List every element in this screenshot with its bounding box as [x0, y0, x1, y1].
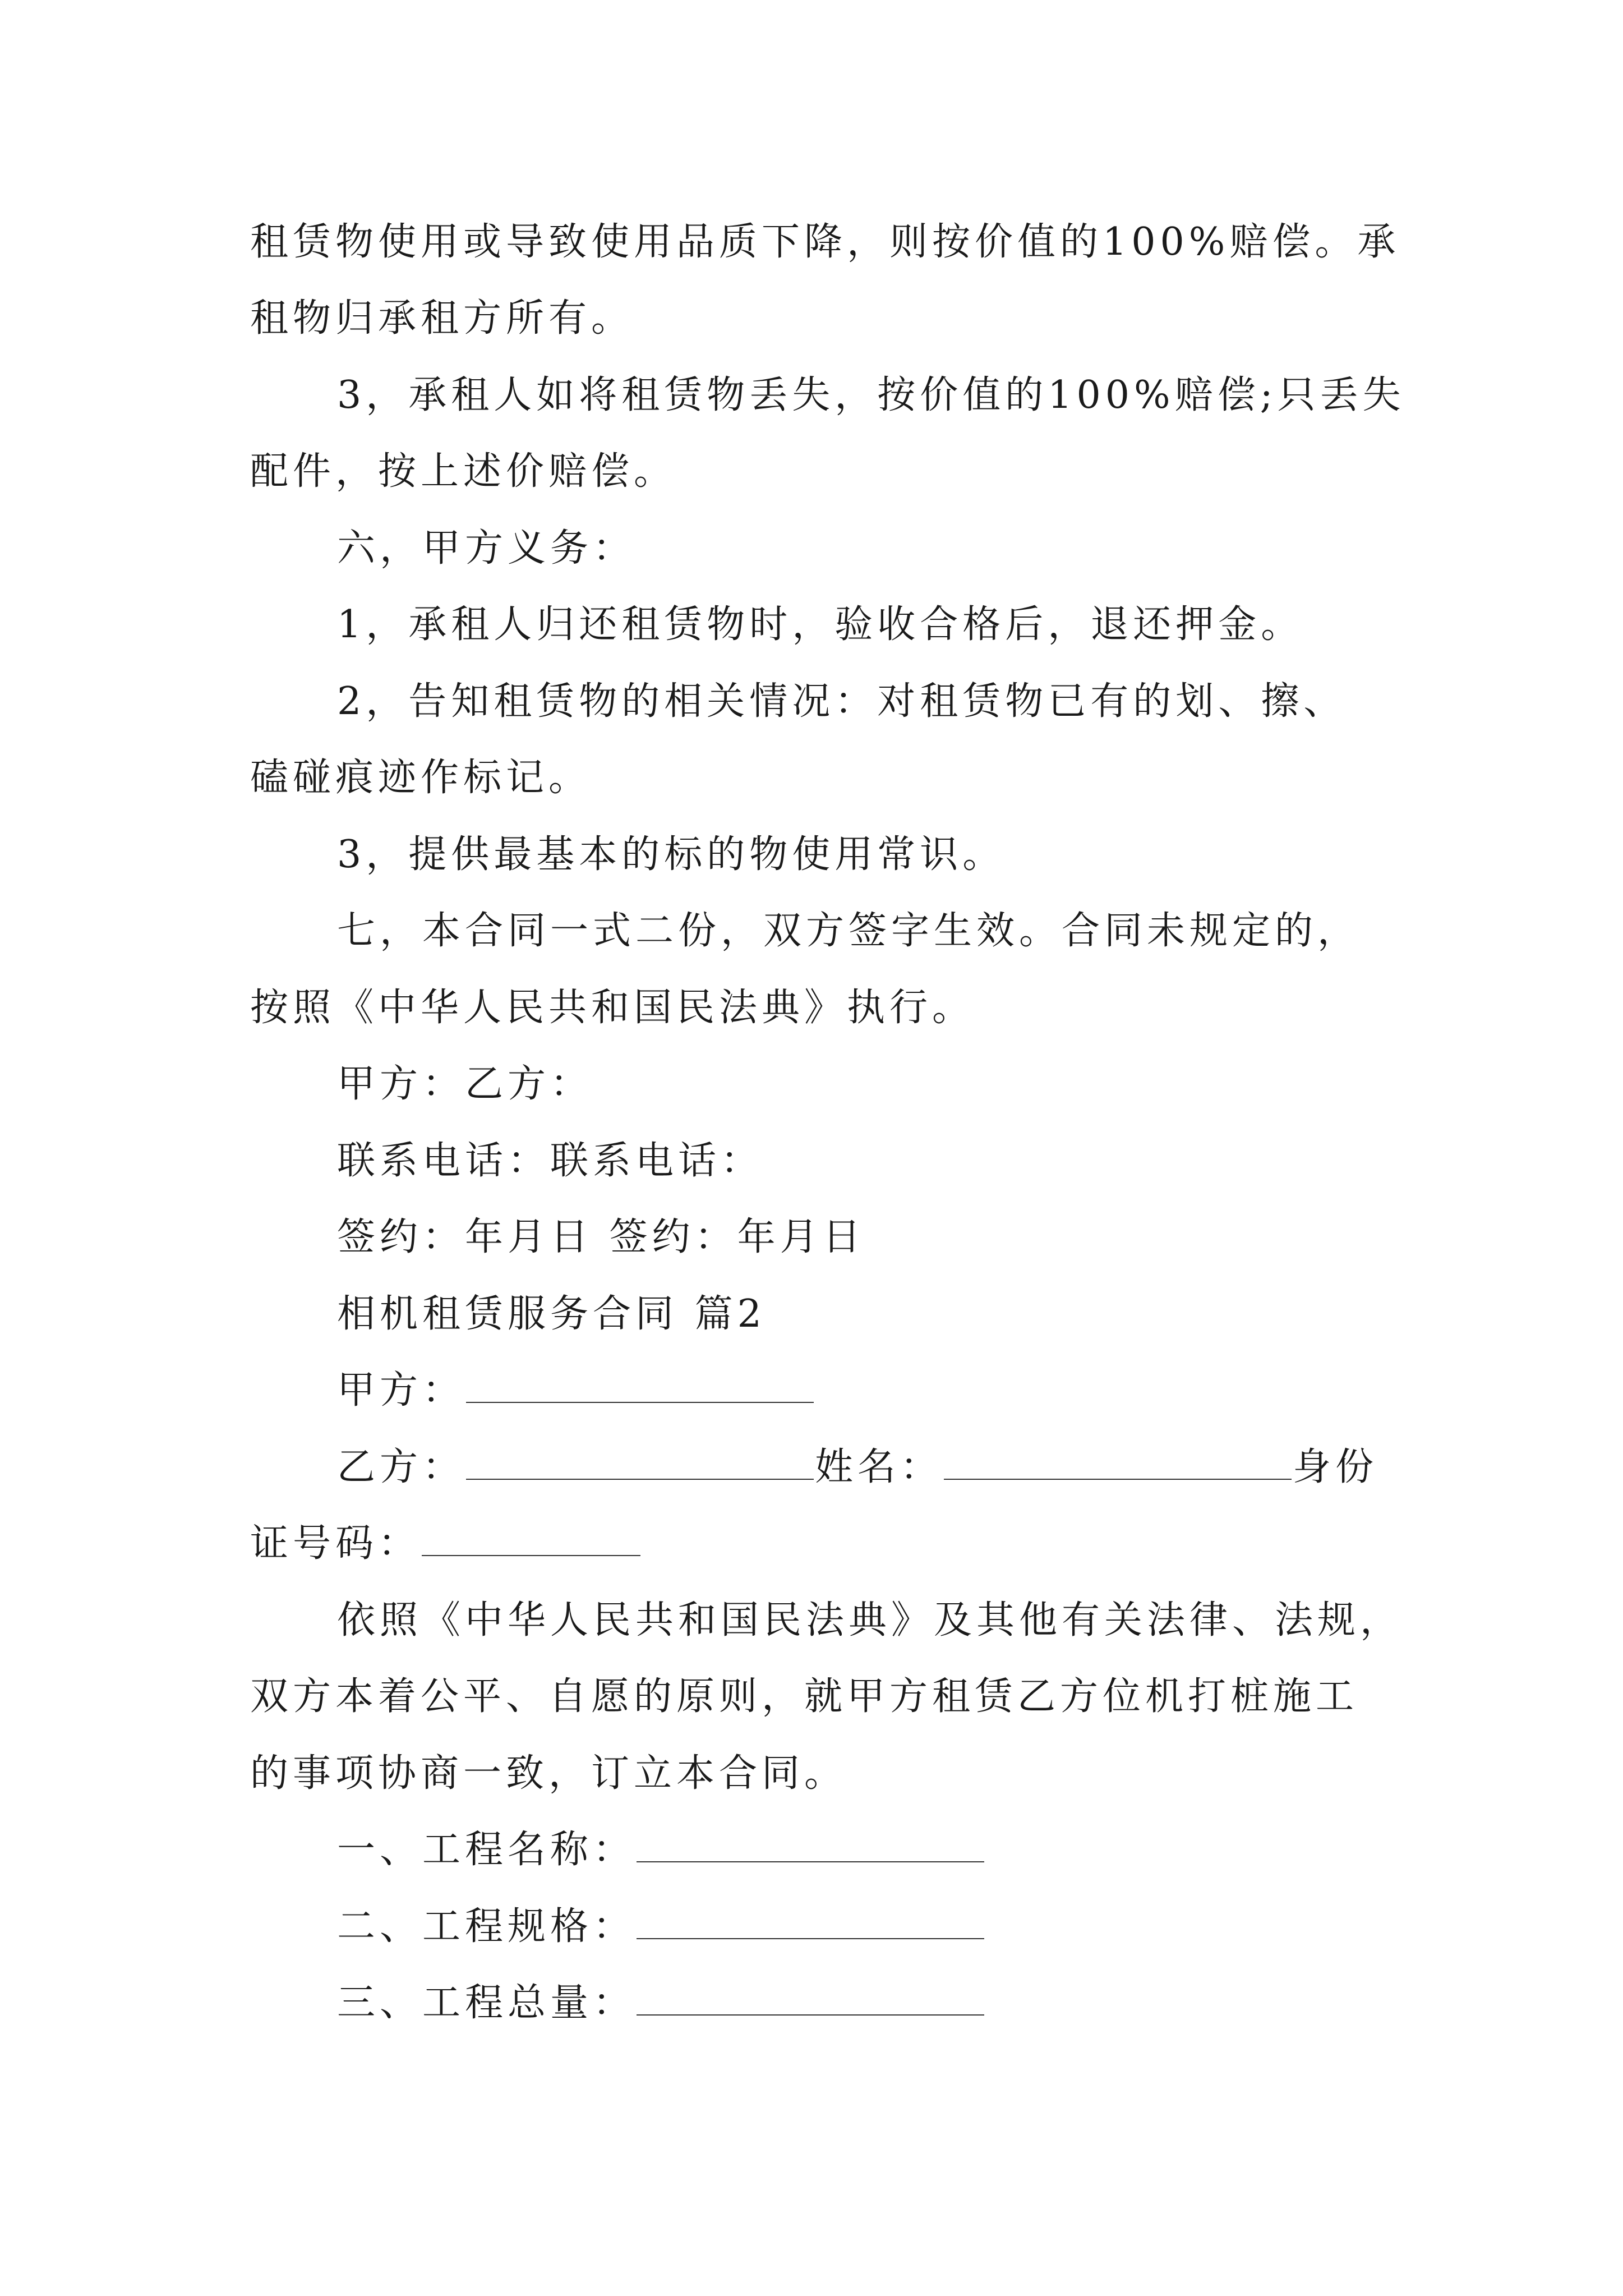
text-line: 租赁物使用或导致使用品质下降，则按价值的100%赔偿。承	[250, 220, 1400, 264]
text-line: 3，承租人如将租赁物丢失，按价值的100%赔偿;只丢失	[337, 373, 1405, 417]
project-total-label: 三、工程总量：	[337, 1981, 636, 2025]
party-a-line	[337, 1357, 815, 1424]
id-number-line	[250, 1510, 642, 1577]
text-line: 按照《中华人民共和国民法典》执行。	[250, 986, 975, 1030]
text-line: 配件，按上述价赔偿。	[250, 449, 677, 494]
project-spec-label: 二、工程规格：	[337, 1904, 636, 1949]
name-blank	[944, 1439, 1292, 1480]
id-label-end: 证号码：	[250, 1521, 421, 1566]
party-a-label: 甲方：	[337, 1368, 465, 1412]
text-line: 双方本着公平、自愿的原则，就甲方租赁乙方位机打桩施工	[250, 1674, 1359, 1719]
id-label-start: 身份	[1293, 1445, 1378, 1489]
name-label: 姓名：	[815, 1445, 943, 1489]
text-line: 依照《中华人民共和国民法典》及其他有关法律、法规，	[337, 1598, 1403, 1642]
text-line: 租物归承租方所有。	[250, 296, 634, 341]
contact-line: 联系电话：联系电话：	[337, 1139, 764, 1183]
project-name-blank	[637, 1822, 984, 1862]
text-line: 七，本合同一式二份，双方签字生效。合同未规定的，	[337, 909, 1361, 953]
id-number-blank	[422, 1516, 640, 1556]
project-spec-line	[337, 1893, 985, 1961]
text-line: 1，承租人归还租赁物时，验收合格后，退还押金。	[337, 602, 1304, 647]
text-line: 3，提供最基本的标的物使用常识。	[337, 832, 1006, 877]
project-total-line	[337, 1970, 985, 2037]
party-b-line	[337, 1434, 1378, 1501]
text-line: 2，告知租赁物的相关情况：对租赁物已有的划、擦、	[337, 679, 1347, 724]
project-name-label: 一、工程名称：	[337, 1828, 636, 1872]
contract-title: 相机租赁服务合同 篇2	[337, 1292, 766, 1336]
party-b-blank	[466, 1439, 814, 1480]
party-a-blank	[466, 1363, 814, 1403]
project-spec-blank	[637, 1899, 984, 1939]
text-line: 的事项协商一致，订立本合同。	[250, 1751, 847, 1796]
project-name-line	[337, 1816, 985, 1884]
date-line: 签约：年月日 签约：年月日	[337, 1215, 865, 1259]
section-heading: 六，甲方义务：	[337, 526, 636, 570]
party-b-label: 乙方：	[337, 1445, 465, 1489]
project-total-blank	[637, 1975, 984, 2016]
signature-line: 甲方：乙方：	[337, 1062, 593, 1106]
text-line: 磕碰痕迹作标记。	[250, 756, 592, 800]
